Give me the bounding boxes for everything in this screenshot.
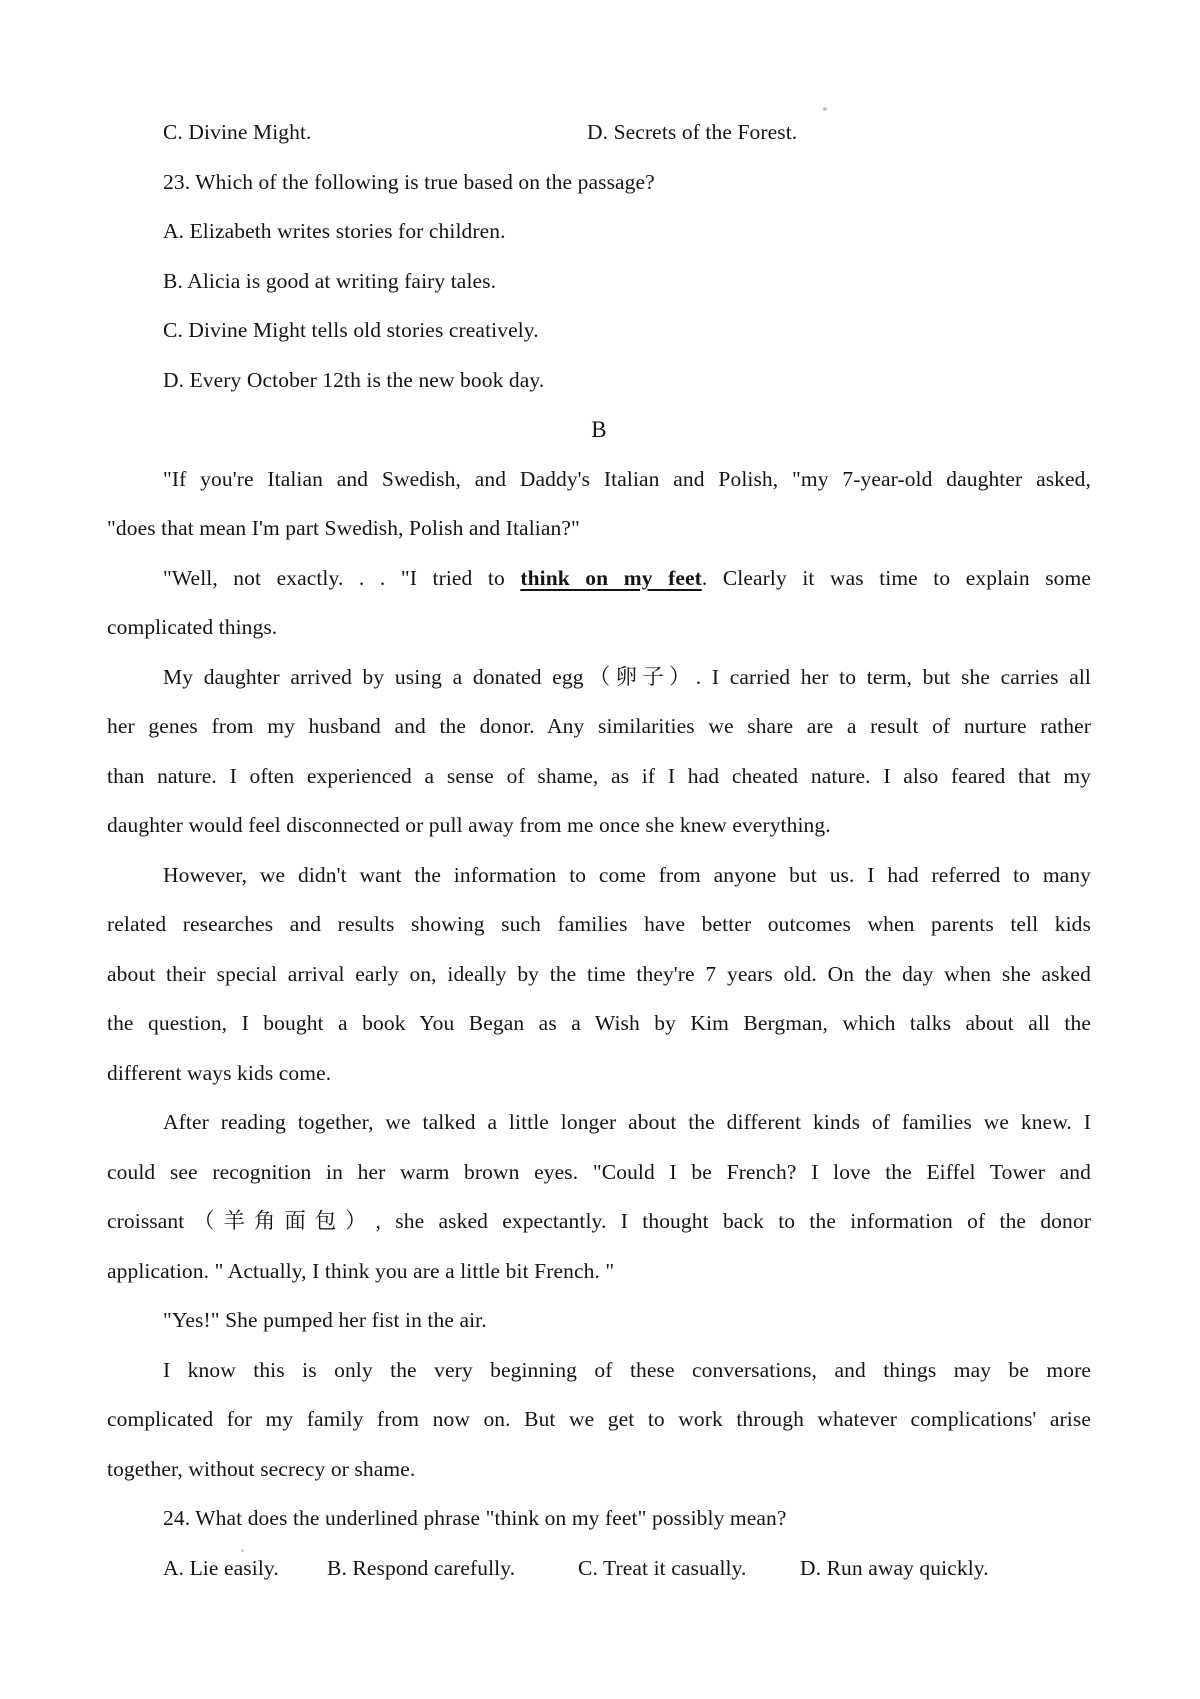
question-line: 23. Which of the following is true based on the passage?	[163, 169, 655, 194]
section-label: B	[591, 417, 607, 442]
answer-option-line: D. Every October 12th is the new book day.	[163, 367, 545, 392]
answer-option: D. Secrets of the Forest.	[587, 120, 798, 144]
passage-line: together, without secrecy or shame.	[107, 1456, 416, 1481]
passage-line	[107, 554, 1091, 604]
passage-text-block	[107, 108, 1091, 1593]
passage-line: the question, I bought a book You Began as a Wish by Kim Bergman, which talks about all the	[107, 1011, 1091, 1035]
passage-line: However, we didn't want the information to come from anyone but us. I had referred to many	[163, 862, 1091, 887]
passage-line: "does that mean I'm part Swedish, Polish and Italian?"	[107, 516, 580, 540]
answer-option-line	[107, 1544, 1091, 1594]
passage-line: could see recognition in her warm brown eyes. "Could I be French? I love the Eiffel Tower and	[107, 1159, 1091, 1184]
answer-option-line	[107, 108, 1091, 158]
passage-line: "If you're Italian and Swedish, and Daddy's Italian and Polish, "my 7-year-old daughter asked,	[163, 466, 1091, 491]
underlined-phrase: think on my feet	[520, 565, 702, 590]
passage-line: I know this is only the very beginning of these conversations, and things may be more	[163, 1357, 1091, 1382]
answer-option: C. Treat it casually.	[578, 1555, 747, 1580]
passage-line: related researches and results showing such families have better outcomes when parents tell kids	[107, 912, 1091, 936]
passage-line: her genes from my husband and the donor. Any similarities we share are a result of nurture rather	[107, 714, 1091, 738]
passage-line: application. " Actually, I think you are a little bit French. "	[107, 1258, 615, 1283]
passage-line: "Yes!" She pumped her fist in the air.	[163, 1308, 487, 1332]
passage-line: daughter would feel disconnected or pull away from me once she knew everything.	[107, 813, 831, 837]
scan-artifact-dot	[823, 107, 827, 111]
question-line: 24. What does the underlined phrase "think on my feet" possibly mean?	[163, 1506, 787, 1530]
passage-line: My daughter arrived by using a donated egg（卵子）. I carried her to term, but she carries all	[163, 664, 1091, 689]
passage-line: complicated things.	[107, 615, 278, 639]
passage-line: complicated for my family from now on. But we get to work through whatever complications' arise	[107, 1407, 1091, 1431]
answer-option: B. Respond carefully.	[327, 1555, 516, 1580]
passage-line: After reading together, we talked a little longer about the different kinds of families we knew. I	[163, 1110, 1091, 1134]
answer-option: C. Divine Might.	[163, 120, 312, 144]
passage-text: "Well, not exactly. . . "I tried to	[163, 565, 521, 590]
passage-text: . Clearly it was time to explain some	[701, 565, 1091, 590]
answer-option-line: B. Alicia is good at writing fairy tales.	[163, 268, 497, 293]
answer-option-line: A. Elizabeth writes stories for children.	[163, 219, 506, 243]
answer-option-line: C. Divine Might tells old stories creatively.	[163, 318, 539, 342]
passage-line: croissant（羊角面包）, she asked expectantly. I thought back to the information of the donor	[107, 1209, 1091, 1233]
answer-option: D. Run away quickly.	[800, 1555, 989, 1580]
scan-artifact-dot	[241, 1549, 244, 1552]
passage-line: about their special arrival early on, ideally by the time they're 7 years old. On the day when she asked	[107, 961, 1091, 986]
answer-option: A. Lie easily.	[163, 1555, 279, 1580]
passage-line: different ways kids come.	[107, 1060, 332, 1085]
passage-line: than nature. I often experienced a sense of shame, as if I had cheated nature. I also feared that my	[107, 763, 1091, 788]
